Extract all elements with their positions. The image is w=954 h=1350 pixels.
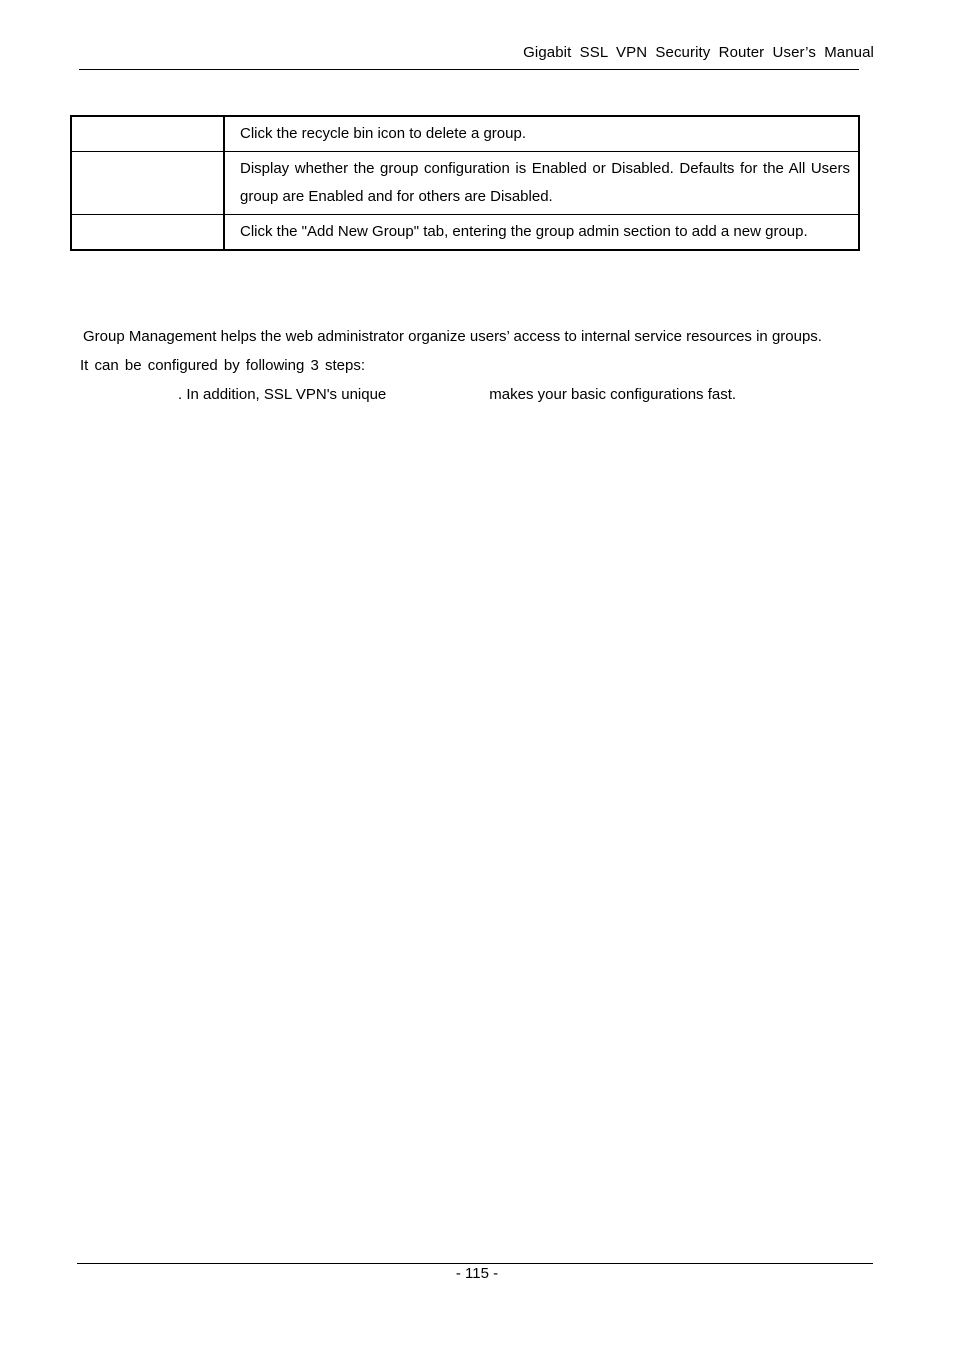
- table-description-cell: Click the "Add New Group" tab, entering the group admin section to add a new group.: [224, 215, 859, 251]
- intro-fragment: . In addition, SSL VPN's unique: [178, 386, 387, 403]
- table-description-cell: Click the recycle bin icon to delete a group.: [224, 116, 859, 152]
- intro-line: Group Management helps the web administrator organize users’ access to internal service resources in groups.: [83, 328, 822, 345]
- table-row: [71, 152, 859, 215]
- table-label-cell: [71, 215, 224, 251]
- table-row: [71, 215, 859, 251]
- running-header: Gigabit SSL VPN Security Router User’s Manual: [523, 44, 874, 61]
- table-label-cell: [71, 116, 224, 152]
- header-rule: [79, 69, 859, 70]
- intro-line: It can be configured by following 3 steps:: [80, 357, 365, 374]
- table-label-cell: [71, 152, 224, 215]
- description-table: [70, 115, 860, 251]
- intro-fragment: makes your basic configurations fast.: [489, 386, 737, 403]
- table-row: [71, 116, 859, 152]
- page-number: - 115 -: [455, 1265, 499, 1282]
- intro-paragraph: [80, 322, 876, 409]
- intro-line: [80, 380, 876, 409]
- table-description-cell: Display whether the group configuration is Enabled or Disabled. Defaults for the All Users group are Enabled and for others are Disabled.: [224, 152, 859, 215]
- footer-rule: [77, 1263, 873, 1264]
